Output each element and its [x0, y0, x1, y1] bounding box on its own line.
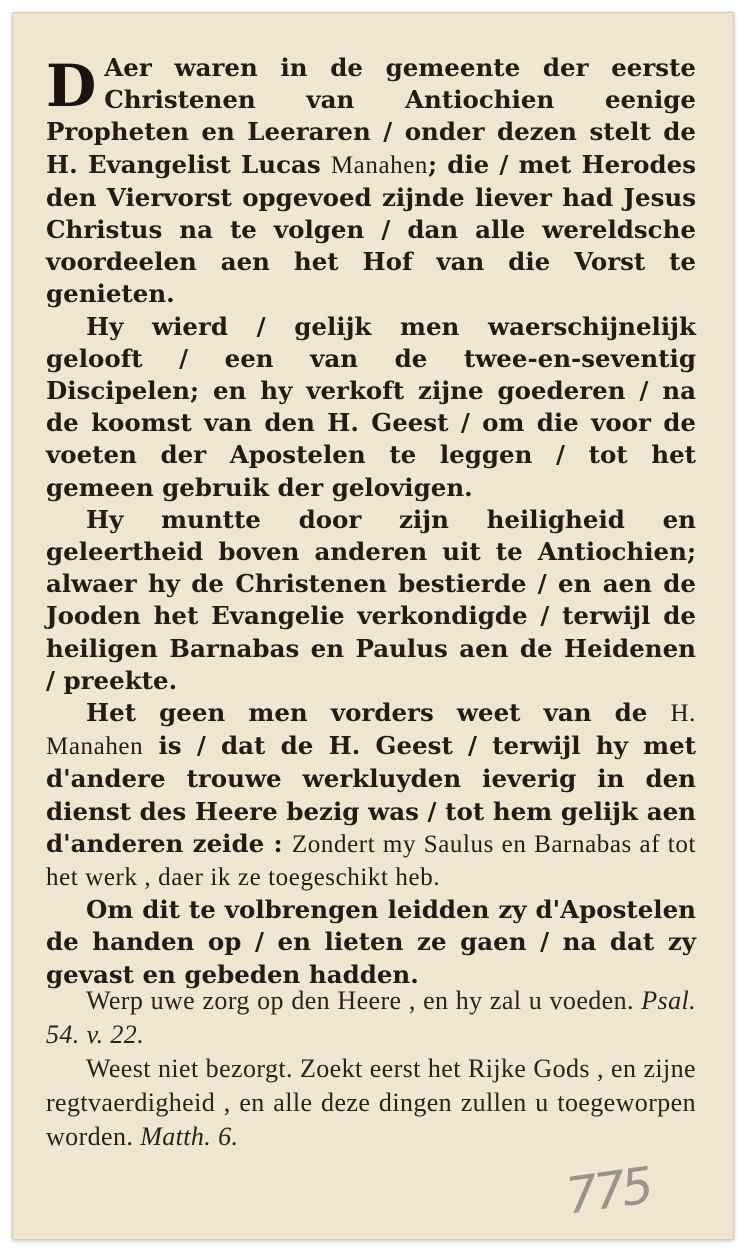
paragraph-4: [46, 697, 696, 894]
footer-verses: [46, 984, 696, 1154]
paper-sheet: [12, 12, 734, 1240]
verse-1: [46, 984, 696, 1052]
paragraph-3: Hy muntte door zijn heiligheid en geleertheid boven anderen uit te Antiochien; alwaer hy de Christenen bestierde / en aen de Jooden het Evangelie verkondigde / terwijl de heiligen Barnabas en Paulus aen de Heidenen / preekte.: [46, 504, 696, 695]
paragraph-2: Hy wierd / gelijk men waerschijnelijk gelooft / een van de twee-en-seventig Discipelen; en hy verkoft zijne goederen / na de koomst van den H. Geest / om die voor de voeten der Apostelen te leggen / tot het gemeen gebruik der gelovigen.: [46, 311, 696, 502]
verse-2-text: Weest niet bezorgt. Zoekt eerst het Rijke Gods , en zijne regtvaerdigheid , en alle deze dingen zullen u toegeworpen worden.: [46, 1054, 696, 1151]
paragraph-1: [46, 52, 696, 311]
pencil-annotation: 775: [562, 1156, 654, 1226]
scripture-quote: Zondert my Saulus en Barnabas af tot het werk , daer ik ze toegeschikt heb.: [46, 830, 696, 892]
verse-1-text: Werp uwe zorg op den Heere , en hy zal u voeden.: [86, 986, 634, 1015]
paragraph-4-rest: is / dat de H. Geest / terwijl hy met d'andere trouwe werkluyden ieverig in den dienst des Heere bezig was / tot hem gelijk aen d'anderen zeide :: [46, 731, 697, 858]
verse-2: [46, 1052, 696, 1154]
paragraph-1-rest: ; die / met Herodes den Viervorst opgevoed zijnde liever had Jesus Christus na te volgen / dan alle wereldsche voordeelen aen het Hof van die Vorst te genieten.: [46, 149, 696, 309]
main-text: [46, 52, 696, 991]
paragraph-5: Om dit te volbrengen leidden zy d'Apostelen de handen op / en lieten ze gaen / na dat zy gevast en gebeden hadden.: [46, 895, 696, 989]
name-manahen: Manahen: [330, 151, 429, 179]
verse-2-reference: Matth. 6.: [140, 1122, 239, 1151]
paragraph-4-text: Het geen men vorders weet van de: [86, 698, 648, 728]
verse-1-reference: Psal. 54. v. 22.: [46, 986, 696, 1049]
drop-cap: D: [46, 52, 97, 120]
paragraph-1-text: Aer waren in de gemeente der eerste Christenen van Antiochien eenige Propheten en Leeraren / onder dezen stelt de H. Evangelist Lucas: [46, 53, 696, 179]
name-h-manahen: H. Manahen: [46, 700, 696, 761]
